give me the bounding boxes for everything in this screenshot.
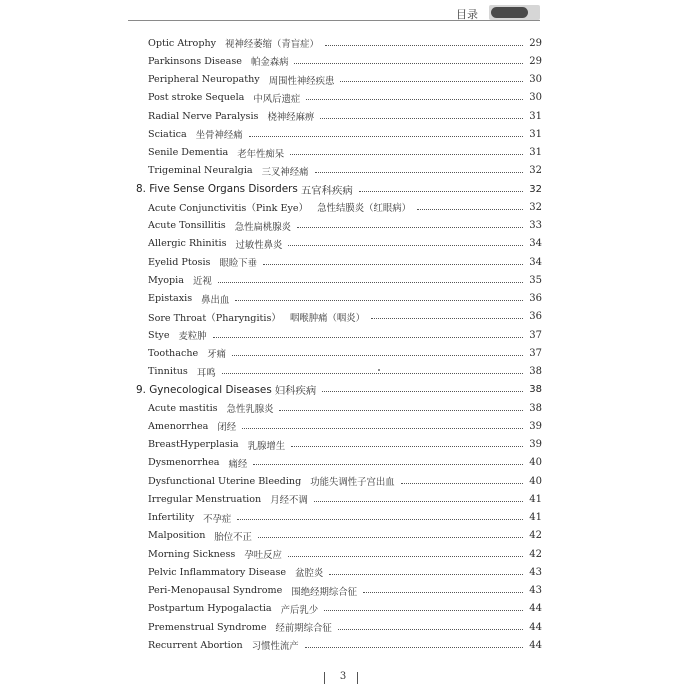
toc-entry-chinese: 乳腺增生 [247,440,286,452]
toc-page-number: 39 [529,420,542,432]
toc-entry-chinese: 不孕症 [203,513,232,525]
toc-page-number: 35 [529,274,542,286]
dot-leader [306,99,523,100]
toc-page-number: 42 [529,548,542,560]
toc-entry-english: Premenstrual Syndrome [148,621,267,633]
toc-entry-chinese: 急性扁桃腺炎 [234,221,291,233]
toc-page-number: 32 [529,201,542,213]
dot-leader [213,337,523,338]
dot-leader [305,647,523,648]
toc-page-number: 41 [529,512,542,523]
toc-entry[interactable] [148,344,542,362]
toc-page-number: 40 [529,475,542,487]
page-footer [320,672,366,686]
dot-leader [417,209,523,210]
toc-entry[interactable] [148,235,542,253]
toc-entry[interactable] [148,618,542,636]
toc-entry[interactable] [148,454,542,472]
toc-entry-english: Post stroke Sequela [148,92,245,104]
toc-entry[interactable] [148,107,542,125]
toc-page-number: 39 [529,439,542,450]
toc-entry[interactable] [148,290,542,308]
toc-entry[interactable] [148,490,542,508]
toc-entry[interactable] [148,308,542,326]
toc-entry-english: Senile Dementia [148,147,229,158]
header-tab-decoration [489,5,540,20]
toc-entry[interactable] [148,363,542,381]
toc-entry-chinese: 中风后遗症 [253,93,301,105]
toc-entry-english: Irregular Menstruation [148,493,262,505]
toc-page-number: 41 [529,493,542,505]
toc-entry-chinese: 五官科疾病 [300,184,353,197]
toc-entry-chinese: 过敏性鼻炎 [235,239,283,251]
dot-leader [320,118,523,119]
toc-entry[interactable] [148,582,542,600]
toc-entry-english: Peripheral Neuropathy [148,74,260,85]
dot-leader [218,282,523,283]
dot-leader [324,610,523,611]
toc-entry[interactable] [148,472,542,490]
dot-leader [263,264,523,265]
toc-entry-chinese: 三叉神经痛 [261,166,309,178]
toc-page-number: 36 [529,311,542,323]
toc-entry[interactable] [148,399,542,417]
dot-leader [401,483,523,484]
toc-entry-english: BreastHyperplasia [148,439,239,450]
toc-entry-chinese: 急性结膜炎（红眼病） [317,203,411,215]
dot-leader [329,574,523,575]
toc-entry-english: Peri-Menopausal Syndrome [148,585,283,596]
toc-entry-english: 9. Gynecological Diseases [136,383,272,396]
dot-leader [315,172,524,173]
toc-page-number: 32 [529,183,542,195]
toc-page-number: 42 [529,530,542,542]
dot-leader [325,45,523,46]
dot-leader [297,227,523,228]
toc-entry[interactable] [148,436,542,454]
toc-entry-english: Morning Sickness [148,548,236,560]
toc-entry-english: Infertility [148,512,195,523]
toc-page-number: 38 [529,402,542,414]
toc-page-number: 38 [529,366,542,377]
toc-entry[interactable] [148,527,542,545]
toc-entry-chinese: 妇科疾病 [274,385,317,398]
toc-entry-chinese: 功能失调性子宫出血 [310,477,395,488]
toc-page-number: 40 [529,457,542,469]
toc-entry-chinese: 麦粒肿 [178,331,207,342]
toc-entry-english: Amenorrhea [148,420,209,432]
toc-entry-chinese: 月经不调 [270,495,308,507]
toc-entry-english: Trigeminal Neuralgia [148,165,253,177]
toc-page-number: 37 [529,329,542,341]
toc-page-number: 43 [529,585,542,596]
toc-page-number: 44 [529,621,542,633]
toc-entry-chinese: 视神经萎缩（青盲症） [225,39,319,50]
toc-entry[interactable] [148,563,542,581]
toc-page-number: 34 [529,256,542,268]
toc-entry-english: Allergic Rhinitis [148,238,227,250]
header-rule [128,20,540,21]
dot-leader [222,373,523,374]
dot-leader [371,318,523,319]
toc-entry-english: Optic Atrophy [148,37,217,49]
toc-entry[interactable] [148,89,542,107]
page-number: 3 [339,671,347,682]
dot-leader [279,410,523,411]
toc-entry[interactable] [148,509,542,527]
toc-entry[interactable] [148,144,542,162]
toc-entry-chinese: 眼睑下垂 [219,258,257,269]
dot-leader [288,556,523,557]
dot-leader [340,81,523,82]
dot-leader [288,245,523,246]
toc-entry[interactable] [148,545,542,563]
toc-page-number: 34 [529,238,542,250]
toc-entry-chinese: 胎位不正 [214,531,252,543]
toc-entry[interactable] [148,326,542,344]
toc-entry-english: Pelvic Inflammatory Disease [148,566,287,578]
toc-entry[interactable] [148,636,542,654]
toc-entry[interactable] [148,217,542,235]
toc-entry-english: Postpartum Hypogalactia [148,603,272,615]
toc-entry[interactable] [148,417,542,435]
toc-entry-english: Toothache [148,347,199,359]
toc-entry[interactable] [148,198,542,216]
toc-entry-chinese: 帕金森病 [250,57,289,69]
toc-page-number: 44 [529,603,542,615]
toc-entry-chinese: 近视 [192,276,212,288]
dot-leader [242,428,523,429]
dot-leader [290,154,523,155]
toc-entry-english: Sciatica [148,128,187,140]
toc-page-number: 38 [529,384,542,396]
toc-entry-chinese: 痛经 [228,458,248,470]
dot-leader [338,629,523,630]
toc-entry[interactable] [148,162,542,180]
dot-leader [237,519,523,520]
toc-entry-english: Sore Throat（Pharyngitis） [148,312,281,324]
toc-page-number: 33 [529,220,542,231]
toc-entry-english: Myopia [148,274,184,286]
toc-entry[interactable] [148,253,542,271]
footer-bar-left [324,672,325,684]
toc-entry-chinese: 周围性神经疾患 [268,75,335,87]
toc-page-number: 37 [529,347,542,359]
toc-entry-english: Stye [148,329,170,341]
dot-leader [359,191,523,192]
dot-leader [363,592,523,593]
dot-leader [322,391,523,392]
toc-entry-english: Eyelid Ptosis [148,256,211,268]
toc-entry-chinese: 围绝经期综合征 [291,586,357,598]
dot-leader [249,136,523,137]
toc-page-number: 31 [529,147,542,158]
toc-entry-chinese: 桡神经麻痹 [267,112,315,123]
toc-entry[interactable] [148,600,542,618]
toc-page-number: 36 [529,293,542,304]
toc-entry[interactable] [148,52,542,70]
toc-page-number: 43 [529,566,542,578]
toc-page-number: 30 [529,92,542,104]
toc-page-number: 31 [529,128,542,140]
toc-entry-english: 8. Five Sense Organs Disorders [136,183,298,195]
toc-entry-chinese: 坐骨神经痛 [195,130,243,142]
toc-entry-chinese: 孕吐反应 [244,550,282,561]
toc-entry-chinese: 经前期综合征 [275,623,332,634]
toc-entry-chinese: 牙痛 [207,349,226,361]
dot-leader [235,300,523,301]
toc-entry-chinese: 咽喉肿痛（咽炎） [289,312,365,324]
toc-entry[interactable] [148,125,542,143]
toc-entry[interactable] [148,71,542,89]
toc-entry-chinese: 习惯性流产 [251,641,299,653]
toc-entry-english: Acute Conjunctivitis（Pink Eye） [148,203,309,215]
toc-page-number: 31 [529,110,542,122]
toc-page-number: 29 [529,55,542,67]
dot-leader [232,355,523,356]
toc-entry-chinese: 急性乳腺炎 [226,404,274,415]
toc-page-number: 44 [529,639,542,651]
dot-leader [253,464,523,465]
toc-section-heading[interactable] [136,381,542,399]
toc-entry-chinese: 闭经 [217,422,237,434]
toc-entry-english: Malposition [148,530,206,542]
toc-entry-english: Dysmenorrhea [148,457,220,469]
toc-page-number: 32 [529,165,542,177]
dot-leader [314,501,523,502]
toc-entry-english: Dysfunctional Uterine Bleeding [148,475,302,487]
dot-leader [291,446,523,447]
toc-entry-english: Parkinsons Disease [148,55,242,67]
toc-section-heading[interactable] [136,180,542,198]
toc-entry-chinese: 盆腔炎 [295,568,324,580]
header-title: 目录 [456,8,478,21]
toc-entry-english: Epistaxis [148,293,193,304]
toc-entry[interactable] [148,34,542,52]
toc-entry[interactable] [148,271,542,289]
toc-entry-chinese: 耳鸣 [196,367,216,379]
toc-page-number: 30 [529,74,542,85]
toc-entry-chinese: 鼻出血 [201,294,230,306]
footer-bar-right [357,672,358,684]
toc-entry-chinese: 老年性痴呆 [237,148,285,160]
scan-speck [378,369,380,371]
toc-entry-english: Radial Nerve Paralysis [148,110,259,122]
toc-entry-english: Tinnitus [148,366,188,377]
toc-page-number: 29 [529,37,542,49]
toc-entry-english: Recurrent Abortion [148,639,243,651]
toc-entry-chinese: 产后乳少 [280,604,319,616]
toc-entry-english: Acute mastitis [148,402,218,414]
toc-entry-english: Acute Tonsillitis [148,220,226,231]
dot-leader [258,537,523,538]
dot-leader [294,63,523,64]
